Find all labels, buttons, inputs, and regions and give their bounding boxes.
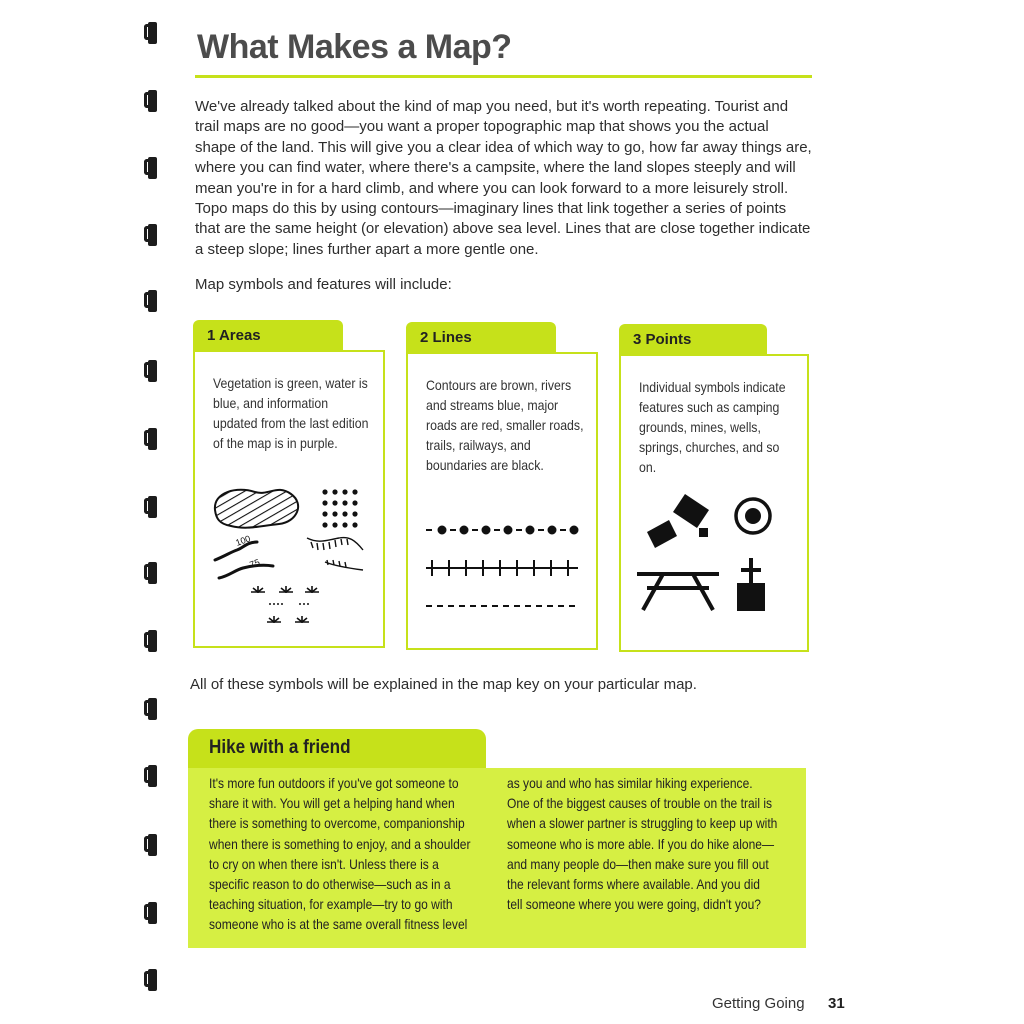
dash-dot-boundary-line [426, 527, 578, 534]
title-rule [195, 75, 812, 78]
line-symbols-illustration [422, 518, 582, 618]
sidebar-column-2: as you and who has similar hiking experience. One of the biggest causes of trouble on the trail is when a slower partner is struggling to keep up with someone who is more able. If you do hike alone—and many people do—then make sure you fill out the relevant forms where available. And you did tell someone where you were going, didn't you? [507, 775, 778, 913]
binding-ring [144, 426, 160, 452]
well-symbol [736, 499, 770, 533]
sidebar-title: Hike with a friend [209, 737, 351, 758]
binding-ring [144, 358, 160, 384]
card-text: Contours are brown, rivers and streams blue, major roads are red, smaller roads, trails, railways, and boundaries are black. [426, 377, 584, 473]
point-symbols-illustration [633, 488, 803, 618]
binding-ring [144, 494, 160, 520]
binding-ring [144, 88, 160, 114]
vegetation-area-symbol [215, 490, 298, 528]
binding-ring [144, 222, 160, 248]
contour-label: 75 [248, 557, 262, 570]
cliff-symbol [307, 538, 363, 571]
binding-ring [144, 763, 160, 789]
card-text: Individual symbols indicate features such as camping grounds, mines, wells, springs, churches, and so on. [639, 379, 786, 475]
after-cards-line: All of these symbols will be explained in the map key on your particular map. [190, 676, 697, 693]
binding-ring [144, 155, 160, 181]
buildings-symbol [647, 494, 709, 548]
intro-paragraph: We've already talked about the kind of map you need, but it's worth repeating. Tourist and trail maps are no good—you want a proper topographic map that shows you the actual shape of the land. This will give you a clear idea of which way to go, how far away things are, where you can find water, where there's a campsite, where the land slopes steeply and will mean you're in for a hard climb, and where you can look forward to a more leisurely stroll. Topo maps do this by using contours—imaginary lines that link together a series of points that are the same height (or elevation) above sea level. Lines that are close together indicate a steep slope; lines further apart a more gentle one. [195, 98, 812, 258]
marsh-symbol [251, 586, 319, 623]
binding-ring [144, 288, 160, 314]
binding-ring [144, 832, 160, 858]
spiral-binding [144, 0, 166, 1024]
binding-ring [144, 967, 160, 993]
contour-label: 100 [234, 533, 252, 548]
binding-ring [144, 560, 160, 586]
card-tab: 1 Areas [193, 320, 343, 354]
page-number: 31 [828, 995, 845, 1012]
footer-section: Getting Going [712, 995, 805, 1012]
sidebar-title-tab [188, 729, 486, 771]
area-symbols-illustration [207, 480, 377, 640]
binding-ring [144, 900, 160, 926]
binding-ring [144, 20, 160, 46]
binding-ring [144, 696, 160, 722]
picnic-table-symbol [637, 574, 719, 610]
card-tab: 2 Lines [406, 322, 556, 356]
contour-lines-symbol [215, 542, 273, 578]
card-tab: 3 Points [619, 324, 767, 358]
binding-ring [144, 628, 160, 654]
sidebar-column-1: It's more fun outdoors if you've got someone to share it with. You will get a helping hand when there is something to overcome, companionship when there is something to enjoy, and a shoulder to cry on when there isn't. Unless there is a specific reason to do otherwise—such as in a teaching situation, for example—try to go with someone who is at the same overall fitness level [209, 775, 471, 933]
railway-line [426, 560, 578, 576]
card-text: Vegetation is green, water is blue, and information updated from the last edition of the map is in purple. [213, 375, 369, 451]
dot-grid-symbol [322, 489, 357, 527]
lead-line: Map symbols and features will include: [195, 276, 452, 293]
church-symbol [737, 558, 765, 611]
page-title: What Makes a Map? [197, 28, 512, 66]
